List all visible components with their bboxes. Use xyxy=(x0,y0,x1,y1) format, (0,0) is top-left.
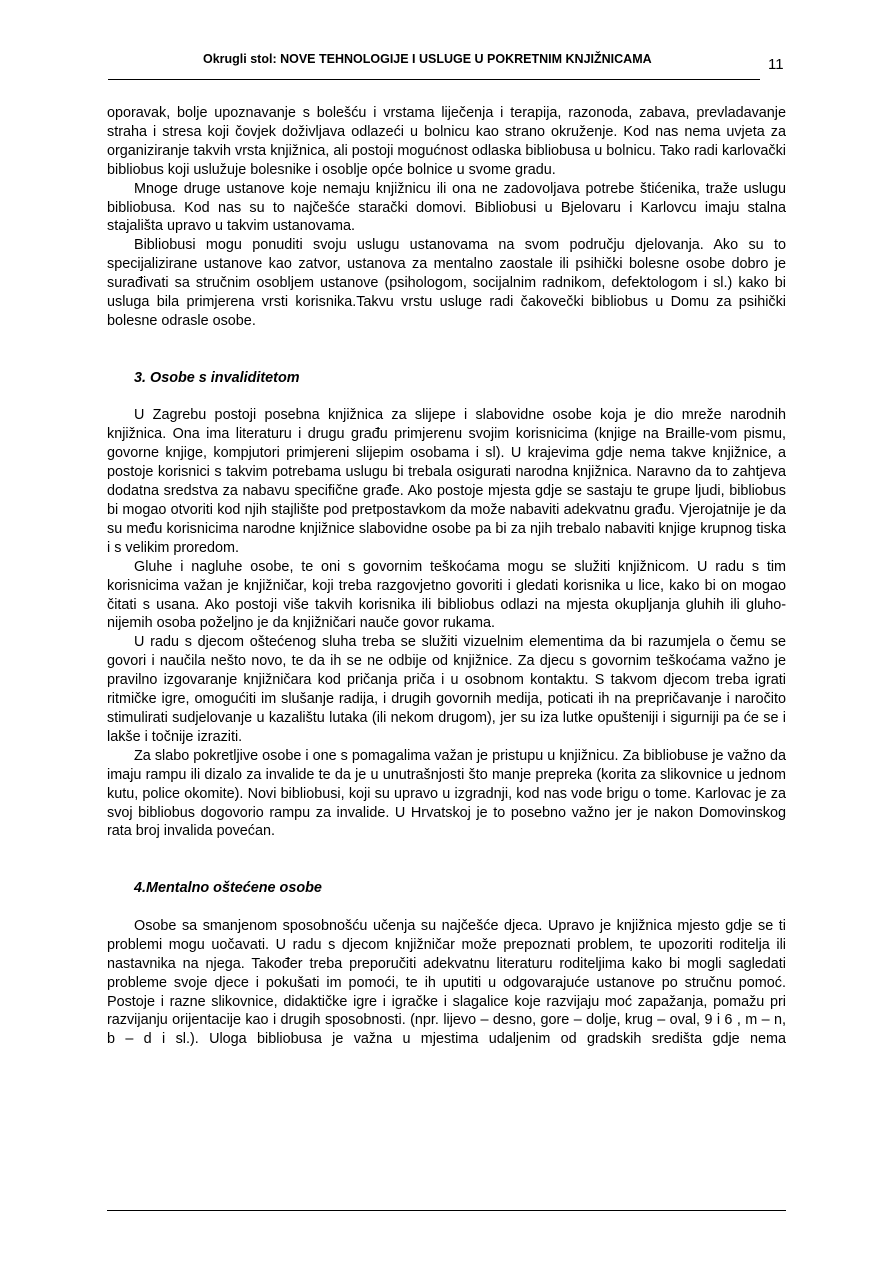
footer-rule xyxy=(107,1210,786,1211)
spacer xyxy=(107,331,786,369)
page-body xyxy=(107,104,786,1049)
paragraph: oporavak, bolje upoznavanje s bolešću i vrstama liječenja i terapija, razonoda, zabava, prevladavanje straha i stresa koji čovjek doživljava odlazeći u bolnicu kao strano okruženje. Kod nas nema uvjeta za organiziranje takvih vrsta knjižnica, ali postoji mogućnost odlaska bibliobusa u bolnicu. Tako radi karlovački bibliobus koji uslužuje bolesnike i osoblje opće bolnice u svome gradu. xyxy=(107,105,786,178)
paragraph: Gluhe i nagluhe osobe, te oni s govornim teškoćama mogu se služiti knjižnicom. U radu s tim korisnicima važan je knjižničar, koji treba razgovjetno govoriti i gledati korisnika u lice, kako bi on mogao čitati s usana. Ako postoji više takvih korisnika ili bibliobus odlazi na mjesta okupljanja gluhih ili gluho-nijemih osoba poželjno je da knjižničari nauče govor rukama. xyxy=(107,558,786,632)
page-number: 11 xyxy=(768,56,784,73)
paragraph: Za slabo pokretljive osobe i one s pomagalima važan je pristupu u knjižnicu. Za bibliobuse je važno da imaju rampu ili dizalo za invalide te da je u unutrašnjosti što manje prepreka (korita za slikovnice u jednom kutu, police okomite). Novi bibliobusi, koji su upravo u izgradnji, kod nas vode brigu o tome. Karlovac je za svoj bibliobus dogovorio rampu za invalide. U Hrvatskoj je to posebno važno jer je nakon Domovinskog rata broj invalida povećan. xyxy=(107,747,786,840)
spacer xyxy=(107,388,786,407)
section-heading: 4.Mentalno oštećene osobe xyxy=(134,880,322,897)
paragraph: Osobe sa smanjenom sposobnošću učenja su najčešće djeca. Upravo je knjižnica mjesto gdje se ti problemi mogu uočavati. U radu s djecom knjižničar može prepoznati problem, te upozoriti roditelja ili nastavnika na njega. Također treba preporučiti adekvatnu literaturu roditeljima kako bi mogli sagledati probleme svoje djece i pokušati im pomoći, te ih uputiti u odgovarajuće ustanove po stručnu pomoć. Postoje i razne slikovnice, didaktičke igre i igračke i slagalice koje razvijaju moć zapažanja, pomažu pri razvijanju orijentacije kao i drugih sposobnosti. (npr. lijevo – desno, gore – dolje, krug – oval, 9 i 6 , m – n, b – d i sl.). Uloga bibliobusa je važna u mjestima udaljenim od gradskih središta gdje nema xyxy=(107,917,786,1048)
paragraph: U Zagrebu postoji posebna knjižnica za slijepe i slabovidne osobe koja je dio mreže narodnih knjižnica. Ona ima literaturu i drugu građu primjerenu svojim korisnicima (knjige na Braille-vom pismu, govorne knjige, kompjutori primjereni slijepim osobama i sl). U krajevima gdje nema takve knjižnice, a postoje korisnici s takvim potrebama uslugu bi trebala osigurati narodna knjižnica. Naravno da to zahtjeva dodatna sredstva za nabavu specifične građe. Ako postoje mjesta gdje se sastaju te grupe ljudi, bibliobus bi mogao otvoriti kod njih stajlište pod pretpostavkom da može nabaviti adekvatnu građu. Vjerojatnije je da su među korisnicima narodne knjižnice slabovidne osobe pa bi za njih trebalo nabaviti knjige krupnog tiska i s velikim proredom. xyxy=(107,407,786,556)
header-title: Okrugli stol: NOVE TEHNOLOGIJE I USLUGE U POKRETNIM KNJIŽNICAMA xyxy=(203,52,652,66)
paragraph: Mnoge druge ustanove koje nemaju knjižnicu ili ona ne zadovoljava potrebe štićenika, traže uslugu bibliobusa. Kod nas su to najčešće starački domovi. Bibliobusi u Bjelovaru i Karlovcu imaju stalna stajališta upravo u takvim ustanovama. xyxy=(107,180,786,235)
header-rule xyxy=(108,79,760,80)
spacer xyxy=(107,898,786,917)
paragraph: U radu s djecom oštećenog sluha treba se služiti vizuelnim elementima da bi razumjela o čemu se govori i naučila nešto novo, te da ih se ne odbije od knjižnice. Za djecu s govornim teškoćama važno je pravilno izgovaranje knjižničara kod pričanja priča i u osobnom kontaktu. S takvom djecom treba igrati ritmičke igre, omogućiti im slušanje radija, i drugih govornih medija, poticati ih na prepričavanje i naročito stimulirati sudjelovanje u kazalištu lutaka (ili nekom drugom), jer su iza lutke opušteniji i sigurniji pa će se i lakše i točnije izraziti. xyxy=(107,634,786,745)
paragraph: Bibliobusi mogu ponuditi svoju uslugu ustanovama na svom području djelovanja. Ako su to specijalizirane ustanove kao zatvor, ustanova za mentalno zaostale ili psihički bolesne osobe dobro je surađivati sa stručnim osobljem ustanove (psihologom, socijalnim radnikom, defektologom i sl.) kako bi usluga bila primjerena vrsti korisnika.Takvu vrstu usluge radi čakovečki bibliobus u Domu za psihički bolesne odrasle osobe. xyxy=(107,237,786,329)
spacer xyxy=(107,841,786,879)
section-heading: 3. Osobe s invaliditetom xyxy=(134,369,300,386)
